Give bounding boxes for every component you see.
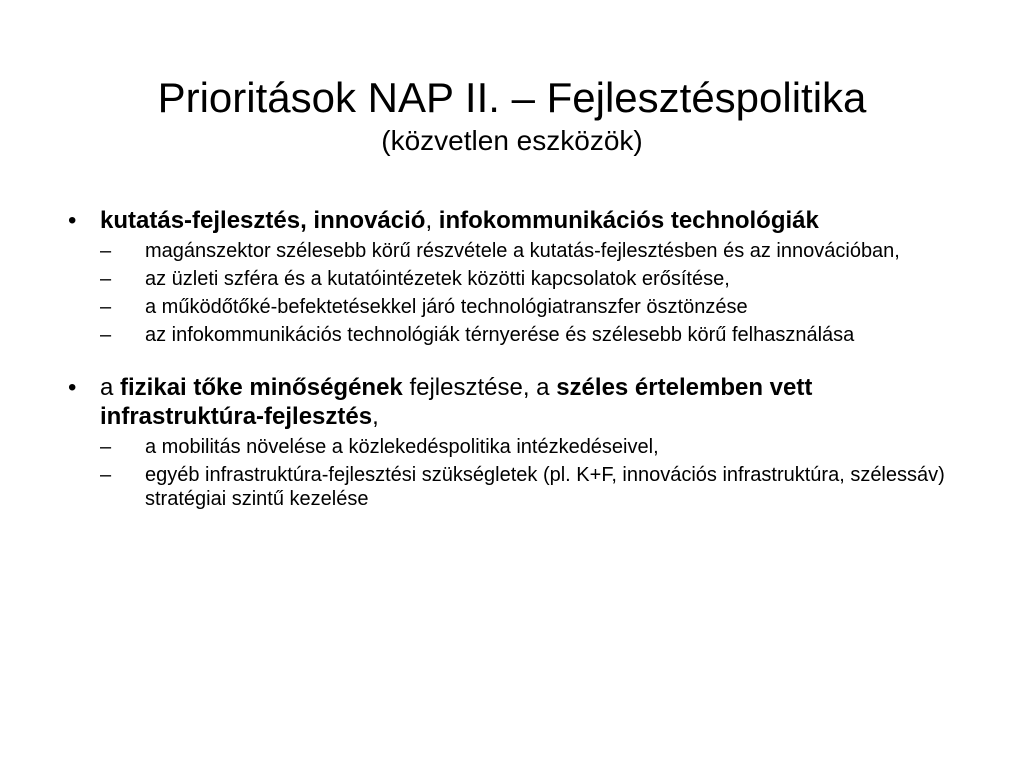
bullet-text [100,207,819,234]
sub-item [100,239,980,263]
bullet-text-bold: infokommunikációs technológiák [438,207,819,234]
sub-text: a működőtőké-befektetésekkel járó technológiatranszfer ösztönzése [145,296,748,318]
title-block [0,74,1024,158]
bullet-list [60,206,980,515]
sub-text: a mobilitás növelése a közlekedéspolitika intézkedéseivel, [145,436,659,458]
sub-marker: – [100,464,112,486]
sub-text: az infokommunikációs technológiák térnyerése és szélesebb körű felhasználása [145,324,855,346]
bullet-marker: • [68,374,77,401]
bullet-text-plain: fejlesztése, a [402,374,557,401]
bullet-text-plain: , [372,403,379,430]
sub-list [100,239,980,347]
bullet-marker: • [68,207,77,234]
sub-marker: – [100,240,112,262]
bullet-item [60,206,980,347]
sub-marker: – [100,324,112,346]
bullet-text [100,374,812,430]
sub-text: egyéb infrastruktúra-fejlesztési szükségletek (pl. K+F, innovációs infrastruktúra, szélessáv) stratégiai szintű kezelése [145,464,945,510]
bullet-item [60,373,980,511]
sub-marker: – [100,268,112,290]
sub-text: az üzleti szféra és a kutatóintézetek közötti kapcsolatok erősítése, [145,268,730,290]
sub-text: magánszektor szélesebb körű részvétele a kutatás-fejlesztésben és az innovációban, [145,240,900,262]
sub-item [100,295,980,319]
sub-list [100,435,980,511]
bullet-text-plain: a [100,374,121,401]
slide-title: Prioritások NAP II. – Fejlesztéspolitika [157,74,867,121]
slide-subtitle: (közvetlen eszközök) [381,125,643,156]
sub-item [100,267,980,291]
bullet-text-bold: széles értelemben vett infrastruktúra-fejlesztés [100,374,813,430]
sub-item [100,435,980,459]
sub-item [100,323,980,347]
bullet-text-bold: kutatás-fejlesztés, innováció [100,207,426,234]
bullet-text-plain: , [425,207,439,234]
sub-marker: – [100,436,112,458]
sub-marker: – [100,296,112,318]
sub-item [100,463,980,511]
bullet-text-bold: fizikai tőke minőségének [120,374,403,401]
